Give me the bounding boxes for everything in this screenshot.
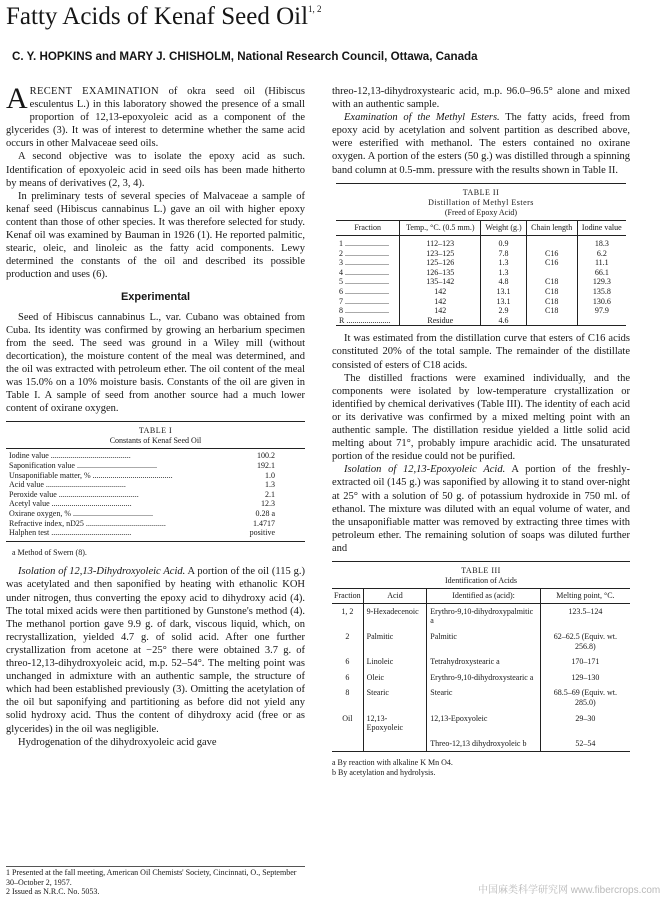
table-1-body xyxy=(6,451,305,537)
table-1-label: Acid value ........................................ xyxy=(9,480,126,490)
table-2-cell: 142 xyxy=(400,287,481,297)
table-2-header: Temp., °C. (0.5 mm.) xyxy=(400,221,481,235)
table-3-header: Identified as (acid): xyxy=(427,589,541,603)
right-column xyxy=(332,85,630,777)
table-2-row xyxy=(336,268,626,278)
table-2-cell: 3 ...................... xyxy=(339,258,389,268)
table-2-header: Iodine value xyxy=(577,221,626,235)
table-3-cell: 29–30 xyxy=(540,711,630,736)
table-2-cell: 130.6 xyxy=(577,297,626,307)
table-2-row xyxy=(336,258,626,268)
table-2-cell: 4.8 xyxy=(481,277,526,287)
table-1-value: 12.3 xyxy=(261,499,275,509)
table-1-label: Iodine value ........................................ xyxy=(9,451,131,461)
section-heading-experimental: Experimental xyxy=(120,291,191,304)
table-3-subcaption: Identification of Acids xyxy=(332,576,630,590)
table-1-row xyxy=(6,528,305,538)
table-3-cell: 9-Hexadecenoic xyxy=(363,603,427,629)
table-3-cell: 1, 2 xyxy=(341,606,354,616)
isolation-epoxy-heading: Isolation of 12,13-Epoxyoleic Acid. xyxy=(344,464,506,476)
table-2-cell: 1 ...................... xyxy=(339,239,389,249)
watermark: 中国麻类科学研究网 www.fibercrops.com xyxy=(478,885,660,896)
table-3-cell: Erythro-9,10-dihydroxystearic a xyxy=(427,670,541,686)
table-2-cell xyxy=(526,236,577,249)
table-2-cell: 5 ...................... xyxy=(339,277,389,287)
table-1-value: 192.1 xyxy=(257,461,275,471)
table-2-row xyxy=(336,236,626,249)
table-2-cell: 1.3 xyxy=(481,268,526,278)
table-3-cell: 12,13-Epoxyoleic xyxy=(363,711,427,736)
table-1-value: positive xyxy=(249,528,275,538)
paragraph-fractions: The distilled fractions were examined individually, and the components were isolated by low-temperature crystallization or identified by chemical derivatives (Table III). The identity of each acid or its derivative was confirmed by a mixed melting point with an authentic sample. The distillation residue yielded a little solid acid melting about 71°, probably impure arachidic acid. The unsaturated portion of the residue could not be purified. xyxy=(332,372,630,463)
table-3-cell: 170–171 xyxy=(540,654,630,670)
table-1-row xyxy=(6,451,305,461)
page-footnotes xyxy=(6,866,305,897)
table-2-cell: 66.1 xyxy=(577,268,626,278)
table-2-body xyxy=(336,221,626,325)
table-3-cell: Threo-12,13 dihydroxyoleic b xyxy=(427,736,541,752)
table-2-header: Fraction xyxy=(336,221,400,235)
table-2-cell: Residue xyxy=(400,316,481,326)
table-1-label: Peroxide value ........................................ xyxy=(9,489,139,499)
table-2-row xyxy=(336,306,626,316)
table-2-cell: C18 xyxy=(526,287,577,297)
table-1-row xyxy=(6,461,305,471)
table-3-cell: 6 xyxy=(345,672,350,682)
table-1-footnote: a Method of Swern (8). xyxy=(12,547,87,557)
isolation-dihydroxy-text: A portion of the oil (115 g.) was acetylated and then saponified by heating with ethanolic KOH under nitrogen, thus converting the epoxy acid to dihydroxy acid (4). The total mixed acids were then partitioned by Gunstone's method (4). The methanol portion gave 9.9 g. of dark, viscous liquid, which, on recrystallization, yielded 4.7 g. of solid acid. After one further crystallization from acetone at −25° there were obtained 3.7 g. of threo-12,13-dihydroxyoleic acid, m.p. 52–54°. The melting point was unchanged in admixture with an authentic sample, the structure of which had been established previously (3). Omitting the acetylation of the oil but saponifying and partitioning as before did not yield any solid hydroxy acid. Thus the content of dihydroxy acid (free or as glycerides) in the oil was negligible. xyxy=(6,566,305,735)
isolation-dihydroxy-heading: Isolation of 12,13-Dihydroxyoleic Acid. xyxy=(18,566,186,578)
table-1-row xyxy=(6,509,305,519)
table-3-cell: Stearic xyxy=(427,685,541,710)
table-3-caption: TABLE III xyxy=(461,565,501,575)
authors-line: C. Y. HOPKINS and MARY J. CHISHOLM, National Research Council, Ottawa, Canada xyxy=(12,50,478,63)
table-2-cell: 2 ...................... xyxy=(339,248,389,258)
table-1-row xyxy=(6,480,305,490)
table-2-header: Weight (g.) xyxy=(481,221,526,235)
paragraph-isolation-dihydroxy xyxy=(6,565,305,735)
table-2-cell: 11.1 xyxy=(577,258,626,268)
table-3-cell: 6 xyxy=(345,657,350,667)
table-2-cell: 6 ...................... xyxy=(339,287,389,296)
table-1-label: Refractive index, nD25 ........................................ xyxy=(9,518,166,528)
table-3-row xyxy=(332,654,630,670)
table-3-header: Fraction xyxy=(332,589,363,603)
methyl-esters-text: The fatty acids, freed from epoxy acid by acetylation and solvent partition as described above, were esterified with methanol. The esters contained no oxirane oxygen. A portion of the esters (50 g.) was distilled through a spinning band column at 0.5-mm. pressure with the results shown in Table II. xyxy=(332,112,630,176)
table-1-value: 1.4717 xyxy=(253,518,275,528)
table-2-cell xyxy=(526,268,577,278)
table-1-value: 1.0 xyxy=(265,470,275,480)
table-2-cell xyxy=(526,316,577,326)
table-2-cell: 6.2 xyxy=(577,249,626,259)
intro-smallcaps: RECENT EXAMINATION xyxy=(29,86,159,97)
table-2-cell: 7 ...................... xyxy=(339,296,389,306)
table-3-cell: 62–62.5 (Equiv. wt. 256.8) xyxy=(540,629,630,654)
paragraph-methyl-esters xyxy=(332,111,630,176)
table-3-cell: 68.5–69 (Equiv. wt. 285.0) xyxy=(540,685,630,710)
table-2-row xyxy=(336,287,626,297)
table-3-cell: Oil xyxy=(342,713,353,723)
title-text: Fatty Acids of Kenaf Seed Oil xyxy=(6,3,309,30)
intro-paragraph xyxy=(6,82,305,150)
table-3-cell: Palmitic xyxy=(427,629,541,654)
table-2-cell: 135–142 xyxy=(400,277,481,287)
table-3-cell: 129–130 xyxy=(540,670,630,686)
table-2-cell: 126–135 xyxy=(400,268,481,278)
table-2-cell: 1.3 xyxy=(481,258,526,268)
table-2-cell: 135.8 xyxy=(577,287,626,297)
table-2-subcaption: Distillation of Methyl Esters xyxy=(428,198,534,208)
table-3-footnotes xyxy=(332,758,630,777)
table-2-cell: C16 xyxy=(526,258,577,268)
paragraph-preliminary: In preliminary tests of several species of Malvaceae a sample of kenaf seed (Hibiscus cannabinus L.) gave an oil with higher epoxy content than those of other species. It was therefore selected for study. Kenaf oil was examined by Bauman in 1926 (1). He reported palmitic, stearic, oleic, and linoleic as the fatty acid components. Lewy determined the constants of the oil and described its possible production and uses (6). xyxy=(6,190,305,281)
table-2-row xyxy=(336,297,626,307)
table-2-row xyxy=(336,249,626,259)
table-1 xyxy=(6,421,305,542)
table-1-label: Halphen test ........................................ xyxy=(9,528,132,538)
table-3-row xyxy=(332,670,630,686)
table-2-cell: 13.1 xyxy=(481,287,526,297)
table-3-row xyxy=(332,603,630,629)
table-3-cell: Palmitic xyxy=(363,629,427,654)
table-2-cell: 4 ...................... xyxy=(339,267,389,277)
table-1-row xyxy=(6,471,305,481)
table-2-cell: 2.9 xyxy=(481,306,526,316)
table-2 xyxy=(336,183,626,327)
table-2-cell: R ...................... xyxy=(339,315,391,325)
table-3-row xyxy=(332,685,630,710)
table-1-row xyxy=(6,490,305,500)
left-column xyxy=(6,82,305,749)
table-3-cell: 2 xyxy=(345,631,350,641)
table-3-row xyxy=(332,629,630,654)
table-2-cell: 13.1 xyxy=(481,297,526,307)
intro-text: of okra seed oil (Hibiscus esculentus L.) in this laboratory showed the presence of a small proportion of 12,13-epoxyoleic acid as a component of the glycerides (3). It was of interest to determine whether the same acid occurs in other Malvaceae seed oils. xyxy=(6,86,305,150)
footnote-2: 2 Issued as N.R.C. No. 5053. xyxy=(6,887,100,896)
table-3-cell: 12,13-Epoxyoleic xyxy=(427,711,541,736)
table-3-body xyxy=(332,589,630,751)
table-2-row xyxy=(336,316,626,326)
paragraph-continued: threo-12,13-dihydroxystearic acid, m.p. 96.0–96.5° alone and mixed with an authentic sample. xyxy=(332,86,630,111)
table-1-row xyxy=(6,519,305,529)
table-1-value: 2.1 xyxy=(265,489,275,499)
table-1-value: 100.2 xyxy=(257,451,275,461)
table-3-cell: 123.5–124 xyxy=(540,603,630,629)
table-2-header: Chain length xyxy=(526,221,577,235)
methyl-esters-heading: Examination of the Methyl Esters. xyxy=(344,112,500,124)
table-1-value: 0.28 a xyxy=(255,509,275,518)
table-2-cell: 4.6 xyxy=(481,316,526,326)
table-3-cell: 52–54 xyxy=(540,736,630,752)
table-3-header: Acid xyxy=(363,589,427,603)
table-3-cell: Stearic xyxy=(363,685,427,710)
page-title xyxy=(6,2,322,32)
table-2-cell: 123–125 xyxy=(400,249,481,259)
paragraph-isolation-epoxy xyxy=(332,463,630,555)
table-2-cell xyxy=(577,316,626,326)
paragraph-hydrogenation: Hydrogenation of the dihydroxyoleic acid gave xyxy=(18,736,217,748)
table-2-cell: 142 xyxy=(400,297,481,307)
paragraph-distillation: It was estimated from the distillation curve that esters of C16 acids constituted 20% of the total sample. The remainder of the distillate consisted of esters of C18 acids. xyxy=(332,333,630,371)
table-3-footnote-b: b By acetylation and hydrolysis. xyxy=(332,767,436,777)
title-footnote-marks: 1, 2 xyxy=(308,4,322,14)
table-3-cell: Erythro-9,10-dihydroxypalmitic a xyxy=(427,603,541,629)
table-2-cell: 125–126 xyxy=(400,258,481,268)
table-2-cell: 142 xyxy=(400,306,481,316)
table-2-cell: 7.8 xyxy=(481,249,526,259)
table-3 xyxy=(332,561,630,752)
table-2-cell: 18.3 xyxy=(577,236,626,249)
table-2-cell: 112–123 xyxy=(400,236,481,249)
table-3-cell xyxy=(363,736,427,752)
table-2-row xyxy=(336,277,626,287)
table-2-caption: TABLE II xyxy=(462,187,500,197)
table-3-footnote-a: a By reaction with alkaline K Mn O4. xyxy=(332,758,453,768)
table-2-cell: C16 xyxy=(526,249,577,259)
table-2-cell: 0.9 xyxy=(481,236,526,249)
table-2-cell: 97.9 xyxy=(577,306,626,316)
table-1-label: Oxirane oxygen, % ........................................ xyxy=(9,509,153,518)
footnote-1: 1 Presented at the fall meeting, American Oil Chemists' Society, Cincinnati, O., September 30–October 2, 1957. xyxy=(6,868,297,887)
table-3-cell: Oleic xyxy=(363,670,427,686)
drop-cap: A xyxy=(6,82,28,115)
paragraph-objective: A second objective was to isolate the epoxy acid as such. Identification of epoxyoleic acid in seed oils has been made hitherto by means of derivatives (2, 3, 4). xyxy=(6,151,305,189)
table-2-cell: 129.3 xyxy=(577,277,626,287)
table-2-cell: C18 xyxy=(526,297,577,307)
table-2-subcaption-2: (Freed of Epoxy Acid) xyxy=(336,208,626,222)
table-2-cell: C18 xyxy=(526,277,577,287)
table-1-subcaption: Constants of Kenaf Seed Oil xyxy=(6,436,305,450)
table-1-value: 1.3 xyxy=(265,480,275,490)
table-3-cell: Tetrahydroxystearic a xyxy=(427,654,541,670)
table-1-caption: TABLE I xyxy=(138,426,173,436)
table-3-header: Melting point, °C. xyxy=(540,589,630,603)
table-1-label: Acetyl value ........................................ xyxy=(9,499,132,509)
table-1-label: Unsaponifiable matter, % ........................................ xyxy=(9,470,173,480)
paragraph-seed: Seed of Hibiscus cannabinus L., var. Cubano was obtained from Cuba. Its identity was confirmed by growing an herbarium specimen from the seed. The seed was ground in a Wiley mill (without decortication), the moisture content of the meal was determined, and the oil was extracted with petroleum ether. The oil content of the meal was 15.0% on a 10% moisture basis. Constants of the oil are given in Table I. A sample of seed from another source had a much lower content of oxirane oxygen. xyxy=(6,311,305,415)
table-3-cell: 8 xyxy=(345,688,350,698)
table-2-cell: 8 ...................... xyxy=(339,306,389,316)
isolation-epoxy-text: A portion of the freshly-extracted oil (145 g.) was saponified by allowing it to stand over-night at 25° with a solution of 50 g. of potassium hydroxide in 750 ml. of ethanol. The mixture was diluted with an equal volume of water, and the unsaponifiable matter was removed by extracting three times with petroleum ether. The remaining solution of soaps was diluted further and xyxy=(332,464,630,554)
table-1-label: Saponification value ........................................ xyxy=(9,461,157,471)
table-2-cell: C18 xyxy=(526,306,577,316)
table-1-row xyxy=(6,499,305,509)
table-3-cell: Linoleic xyxy=(363,654,427,670)
table-3-cell xyxy=(332,736,363,752)
table-3-row xyxy=(332,736,630,752)
table-3-row xyxy=(332,711,630,736)
